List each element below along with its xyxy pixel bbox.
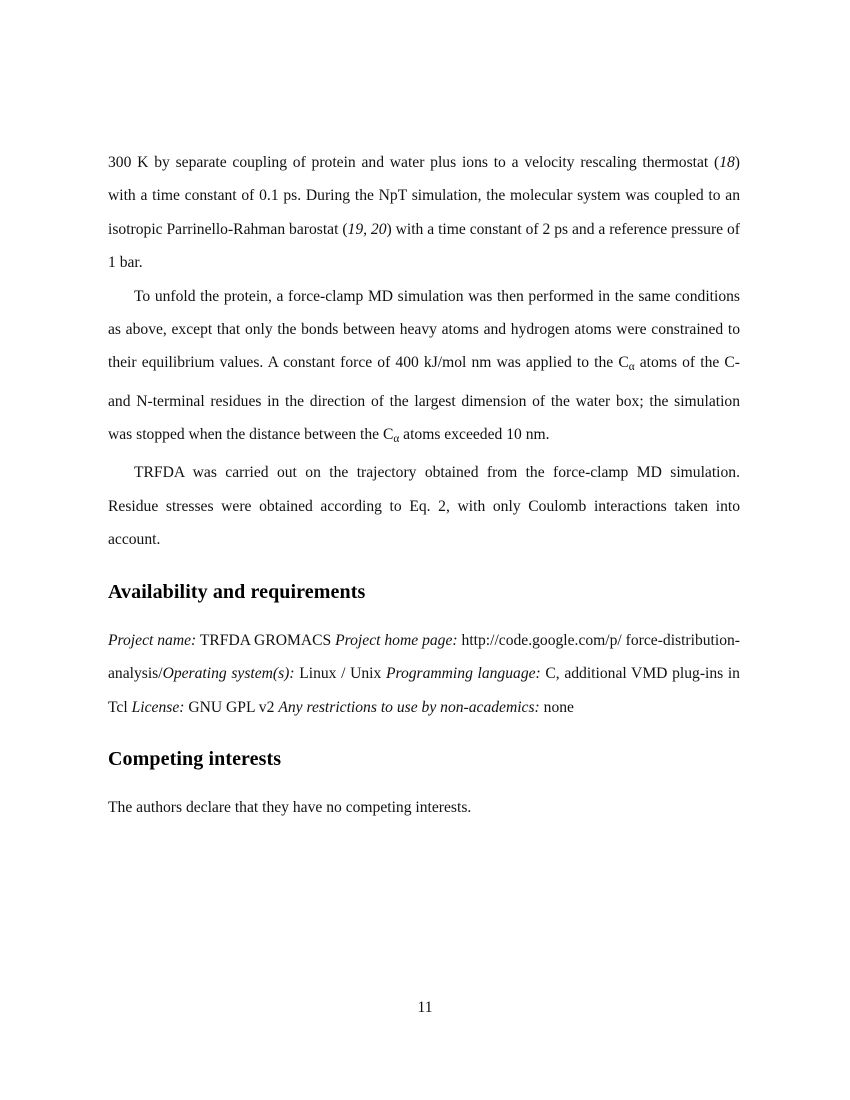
paragraph-2-text-part-1: To unfold the protein, a force-clamp MD simulation was then performed in the same conditions as above, except that only the bonds between heavy atoms and hydrogen atoms were constrained to their equilibrium values. A constant force of 400 kJ/mol nm was applied to the C <box>108 287 740 372</box>
heading-top-spacer <box>108 557 740 579</box>
heading-bottom-spacer <box>108 605 740 624</box>
field-value-project-name: TRFDA GROMACS <box>199 631 332 649</box>
heading-availability-and-requirements: Availability and requirements <box>108 580 366 603</box>
heading-bottom-spacer <box>108 772 740 791</box>
citation-ref-19-20: 19, 20 <box>347 220 387 238</box>
citation-ref-18: 18 <box>719 154 735 171</box>
c-alpha-subscript-2: α <box>393 433 400 446</box>
field-value-operating-systems: Linux / Unix <box>299 665 382 683</box>
page-number: 11 <box>417 999 433 1016</box>
paragraph-trfda <box>108 456 740 556</box>
field-label-programming-language: Programming language: <box>385 665 541 683</box>
paragraph-competing-interests: The authors declare that they have no competing interests. <box>108 798 472 816</box>
field-label-project-name: Project name: <box>108 631 197 649</box>
heading-top-spacer <box>108 724 740 746</box>
c-alpha-subscript-1: α <box>628 361 635 374</box>
paragraph-methods-thermostat <box>108 146 740 280</box>
paragraph-1-text-part-1: 300 K by separate coupling of protein and water plus ions to a velocity rescaling thermostat ( <box>108 154 720 171</box>
field-label-license: License: <box>131 698 185 716</box>
paragraph-force-clamp <box>108 280 740 457</box>
paragraph-2-text-part-2: atoms of the C- and N-terminal residues in the direction of the largest dimension of the water box; the simulation was stopped when the distance between the C <box>108 354 740 444</box>
paragraph-1-text-part-2: ) with a time constant of 0.1 ps. During the NpT simulation, the molecular system was coupled to an isotropic Parrinello-Rahman barostat ( <box>108 154 740 238</box>
heading-competing-interests: Competing interests <box>108 747 282 770</box>
paragraph-1-text-part-3: ) with a time constant of 2 ps and a reference pressure of 1 bar. <box>108 220 740 272</box>
field-value-programming-language: C, additional VMD plug-ins in Tcl <box>108 665 740 716</box>
paragraph-2-text-part-3: atoms exceeded 10 nm. <box>399 426 550 444</box>
field-value-project-home-page: http://code.google.com/p/ force-distribution-analysis/ <box>108 631 740 683</box>
field-label-restrictions: Any restrictions to use by non-academics: <box>278 698 540 716</box>
availability-requirements-list <box>108 624 740 724</box>
page-content <box>108 146 740 824</box>
field-value-restrictions: none <box>543 698 574 716</box>
field-label-operating-systems: Operating system(s): <box>162 665 295 683</box>
field-label-project-home-page: Project home page: <box>335 631 458 649</box>
paragraph-3-text: TRFDA was carried out on the trajectory obtained from the force-clamp MD simulation. Residue stresses were obtained according to Eq. 2, with only Coulomb interactions taken into account. <box>108 464 740 549</box>
field-value-license: GNU GPL v2 <box>188 698 275 716</box>
